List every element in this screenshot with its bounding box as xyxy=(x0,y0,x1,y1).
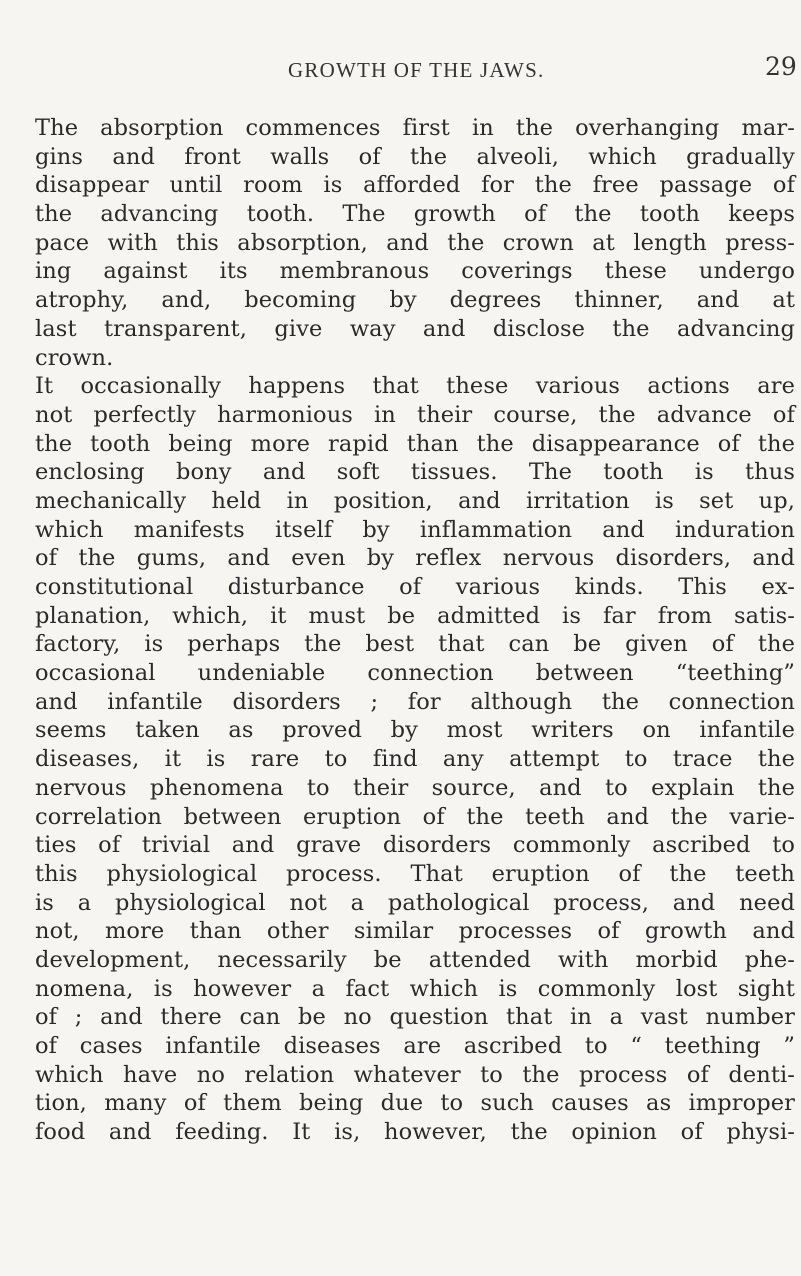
text-line: not perfectly harmonious in their course, the advance of xyxy=(35,401,795,428)
text-line: It occasionally happens that these various actions are xyxy=(35,373,795,400)
text-line: factory, is perhaps the best that can be given of the xyxy=(35,631,795,658)
text-line: The absorption commences first in the overhanging mar- xyxy=(35,115,795,141)
text-line: crown. xyxy=(35,344,114,371)
text-line: occasional undeniable connection between “teething” xyxy=(35,660,795,687)
text-line: tion, many of them being due to such causes as improper xyxy=(35,1090,795,1117)
text-line: of the gums, and even by reflex nervous disorders, and xyxy=(35,545,795,572)
text-line: constitutional disturbance of various kinds. This ex- xyxy=(35,574,795,600)
text-line: this physiological process. That eruption of the teeth xyxy=(35,860,795,887)
page-number: 29 xyxy=(765,52,797,81)
body-text xyxy=(35,114,795,1147)
text-line: ties of trivial and grave disorders commonly ascribed to xyxy=(35,832,795,859)
text-line: development, necessarily be attended with morbid phe- xyxy=(35,946,795,973)
text-line: mechanically held in position, and irritation is set up, xyxy=(35,487,795,514)
text-line: seems taken as proved by most writers on infantile xyxy=(35,717,795,744)
text-line: food and feeding. It is, however, the opinion of physi- xyxy=(35,1119,795,1146)
text-line: of cases infantile diseases are ascribed to “ teething ” xyxy=(35,1033,795,1059)
text-line: which have no relation whatever to the process of denti- xyxy=(35,1061,795,1088)
text-line: pace with this absorption, and the crown at length press- xyxy=(35,229,795,256)
text-line: the tooth being more rapid than the disappearance of the xyxy=(35,430,795,457)
text-line: not, more than other similar processes of growth and xyxy=(35,918,795,945)
text-line: the advancing tooth. The growth of the tooth keeps xyxy=(35,201,795,228)
text-line: planation, which, it must be admitted is far from satis- xyxy=(35,602,795,629)
text-line: last transparent, give way and disclose the advancing xyxy=(35,315,795,342)
text-line: diseases, it is rare to find any attempt to trace the xyxy=(35,746,795,773)
running-head: GROWTH OF THE JAWS. xyxy=(288,58,545,82)
text-line: and infantile disorders ; for although the connection xyxy=(35,688,795,715)
text-line: nomena, is however a fact which is commonly lost sight xyxy=(35,975,795,1002)
text-line: which manifests itself by inflammation and induration xyxy=(35,516,795,543)
text-line: enclosing bony and soft tissues. The tooth is thus xyxy=(35,459,795,486)
text-line: nervous phenomena to their source, and to explain the xyxy=(35,774,795,801)
text-line: is a physiological not a pathological process, and need xyxy=(35,889,795,916)
text-line: atrophy, and, becoming by degrees thinner, and at xyxy=(35,287,795,314)
text-line: gins and front walls of the alveoli, which gradually xyxy=(35,143,795,170)
text-line: correlation between eruption of the teeth and the varie- xyxy=(35,803,795,830)
text-line: of ; and there can be no question that in a vast number xyxy=(35,1004,795,1031)
text-line: ing against its membranous coverings these undergo xyxy=(35,258,795,285)
text-line: disappear until room is afforded for the free passage of xyxy=(35,172,795,199)
